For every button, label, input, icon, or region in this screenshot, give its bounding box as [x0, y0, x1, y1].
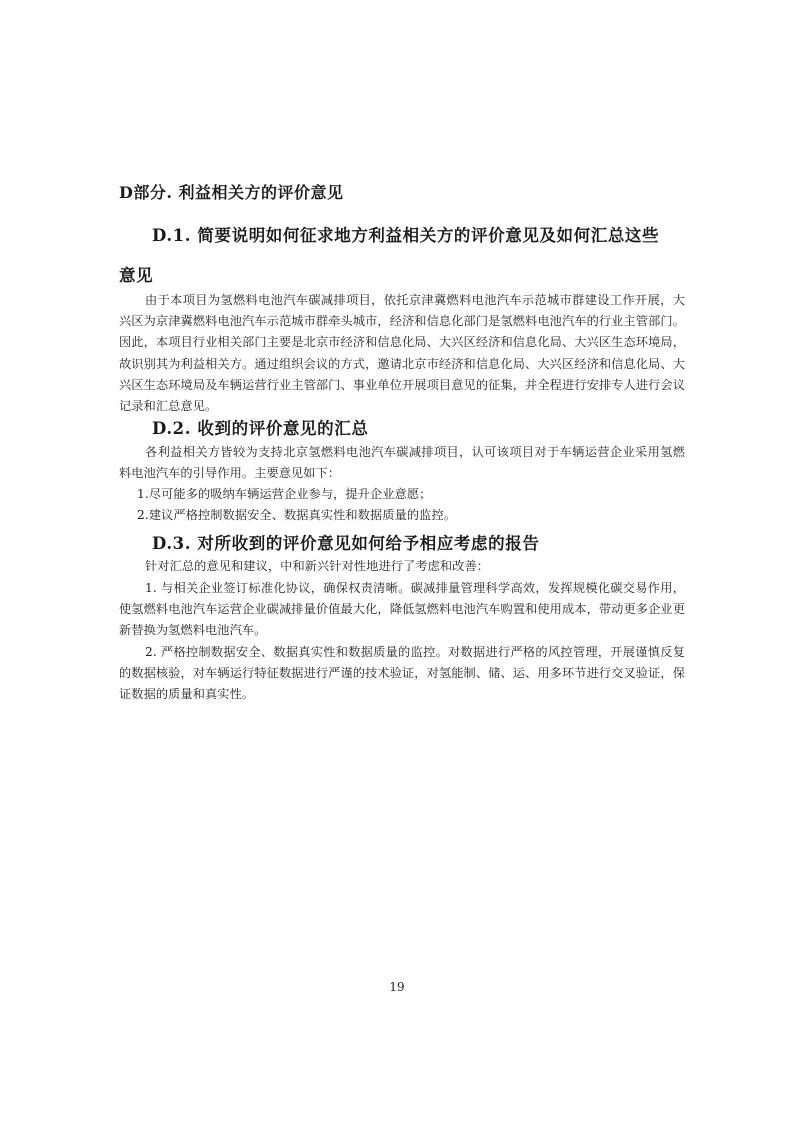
d3-paragraph-1: 1. 与相关企业签订标准化协议，确保权责清晰。碳减排量管理科学高效，发挥规模化碳交易作用，使氢燃料电池汽车运营企业碳减排量价值最大化，降低氢燃料电池汽车购置和使用成本，带动更多企业更新替换为氢燃料电池汽车。	[119, 581, 685, 638]
d2-paragraph: 各利益相关方皆较为支持北京氢燃料电池汽车碳减排项目，认可该项目对于车辆运营企业采用氢燃料电池汽车的引导作用。主要意见如下：	[119, 445, 685, 481]
section-title: D部分. 利益相关方的评价意见	[119, 183, 344, 202]
page-number: 19	[389, 980, 405, 994]
d3-intro: 针对汇总的意见和建议，中和新兴针对性地进行了考虑和改善：	[145, 559, 490, 573]
d3-paragraph-2: 2. 严格控制数据安全、数据真实性和数据质量的监控。对数据进行严格的风控管理，开展谨慎反复的数据核验，对车辆运行特征数据进行严谨的技术验证，对氢能制、储、运、用多环节进行交叉验证，保证数据的质量和真实性。	[119, 645, 685, 702]
d1-heading-continued: 意见	[119, 266, 154, 285]
d1-paragraph: 由于本项目为氢燃料电池汽车碳减排项目，依托京津冀燃料电池汽车示范城市群建设工作开展，大兴区为京津冀燃料电池汽车示范城市群牵头城市，经济和信息化部门是氢燃料电池汽车的行业主管部门。因此，本项目行业相关部门主要是北京市经济和信息化局、大兴区经济和信息化局、大兴区生态环境局，故识别其为利益相关方。通过组织会议的方式，邀请北京市经济和信息化局、大兴区经济和信息化局、大兴区生态环境局及车辆运营行业主管部门、事业单位开展项目意见的征集，并全程进行安排专人进行会议记录和汇总意见。	[119, 293, 685, 414]
d2-heading: D.2. 收到的评价意见的汇总	[152, 419, 369, 438]
d1-heading: D.1. 简要说明如何征求地方利益相关方的评价意见及如何汇总这些	[152, 226, 660, 245]
d3-heading: D.3. 对所收到的评价意见如何给予相应考虑的报告	[152, 534, 540, 553]
d2-list-item-1: 1.尽可能多的吸纳车辆运营企业参与，提升企业意愿；	[137, 487, 432, 501]
d2-list-item-2: 2.建议严格控制数据安全、数据真实性和数据质量的监控。	[137, 508, 457, 522]
